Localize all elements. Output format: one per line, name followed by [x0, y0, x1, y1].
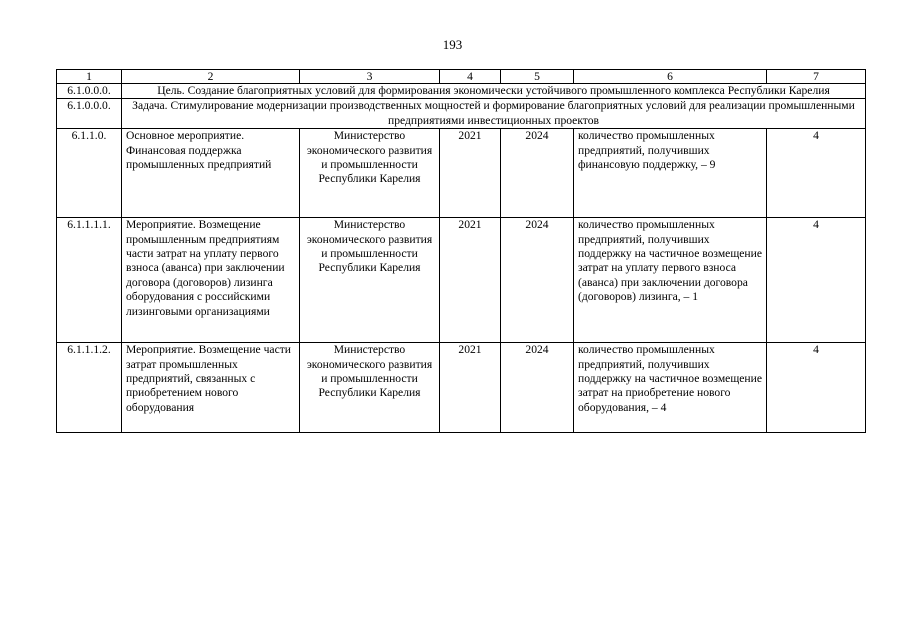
- table-row: [57, 343, 866, 433]
- column-7-value: 4: [767, 218, 866, 343]
- table-row: [57, 218, 866, 343]
- end-year: 2024: [501, 343, 574, 433]
- row-code: 6.1.1.0.: [57, 129, 122, 218]
- table-row: [57, 129, 866, 218]
- executor: Министерство экономического развития и промышленности Республики Карелия: [300, 129, 440, 218]
- column-number: 2: [122, 70, 300, 84]
- indicator: количество промышленных предприятий, получивших поддержку на частичное возмещение затрат на приобретение нового оборудования, – 4: [574, 343, 767, 433]
- start-year: 2021: [440, 343, 501, 433]
- measure-name: Мероприятие. Возмещение промышленным предприятиям части затрат на уплату первого взноса (аванса) при заключении договора (договоров) лизинга оборудования с российскими лизинговыми организациями: [122, 218, 300, 343]
- column-number: 5: [501, 70, 574, 84]
- executor: Министерство экономического развития и промышленности Республики Карелия: [300, 343, 440, 433]
- end-year: 2024: [501, 218, 574, 343]
- column-7-value: 4: [767, 129, 866, 218]
- row-code: 6.1.1.1.1.: [57, 218, 122, 343]
- column-number-row: [57, 70, 866, 84]
- row-code: 6.1.1.1.2.: [57, 343, 122, 433]
- goal-code: 6.1.0.0.0.: [57, 84, 122, 99]
- task-row: [57, 99, 866, 129]
- column-number: 6: [574, 70, 767, 84]
- measure-name: Мероприятие. Возмещение части затрат промышленных предприятий, связанных с приобретением нового оборудования: [122, 343, 300, 433]
- task-code: 6.1.0.0.0.: [57, 99, 122, 129]
- column-7-value: 4: [767, 343, 866, 433]
- goal-text: Цель. Создание благоприятных условий для формирования экономически устойчивого промышленного комплекса Республики Карелия: [122, 84, 866, 99]
- goal-row: [57, 84, 866, 99]
- indicator: количество промышленных предприятий, получивших поддержку на частичное возмещение затрат на уплату первого взноса (аванса) при заключении договора (договоров) лизинга, – 1: [574, 218, 767, 343]
- end-year: 2024: [501, 129, 574, 218]
- start-year: 2021: [440, 218, 501, 343]
- page-number: 193: [442, 37, 463, 52]
- measure-name: Основное мероприятие. Финансовая поддержка промышленных предприятий: [122, 129, 300, 218]
- column-number: 3: [300, 70, 440, 84]
- column-number: 4: [440, 70, 501, 84]
- indicator: количество промышленных предприятий, получивших финансовую поддержку, – 9: [574, 129, 767, 218]
- task-text: Задача. Стимулирование модернизации производственных мощностей и формирование благоприятных условий для реализации промышленными предприятиями инвестиционных проектов: [122, 99, 866, 129]
- column-number: 1: [57, 70, 122, 84]
- column-number: 7: [767, 70, 866, 84]
- start-year: 2021: [440, 129, 501, 218]
- executor: Министерство экономического развития и промышленности Республики Карелия: [300, 218, 440, 343]
- program-table: [56, 69, 866, 433]
